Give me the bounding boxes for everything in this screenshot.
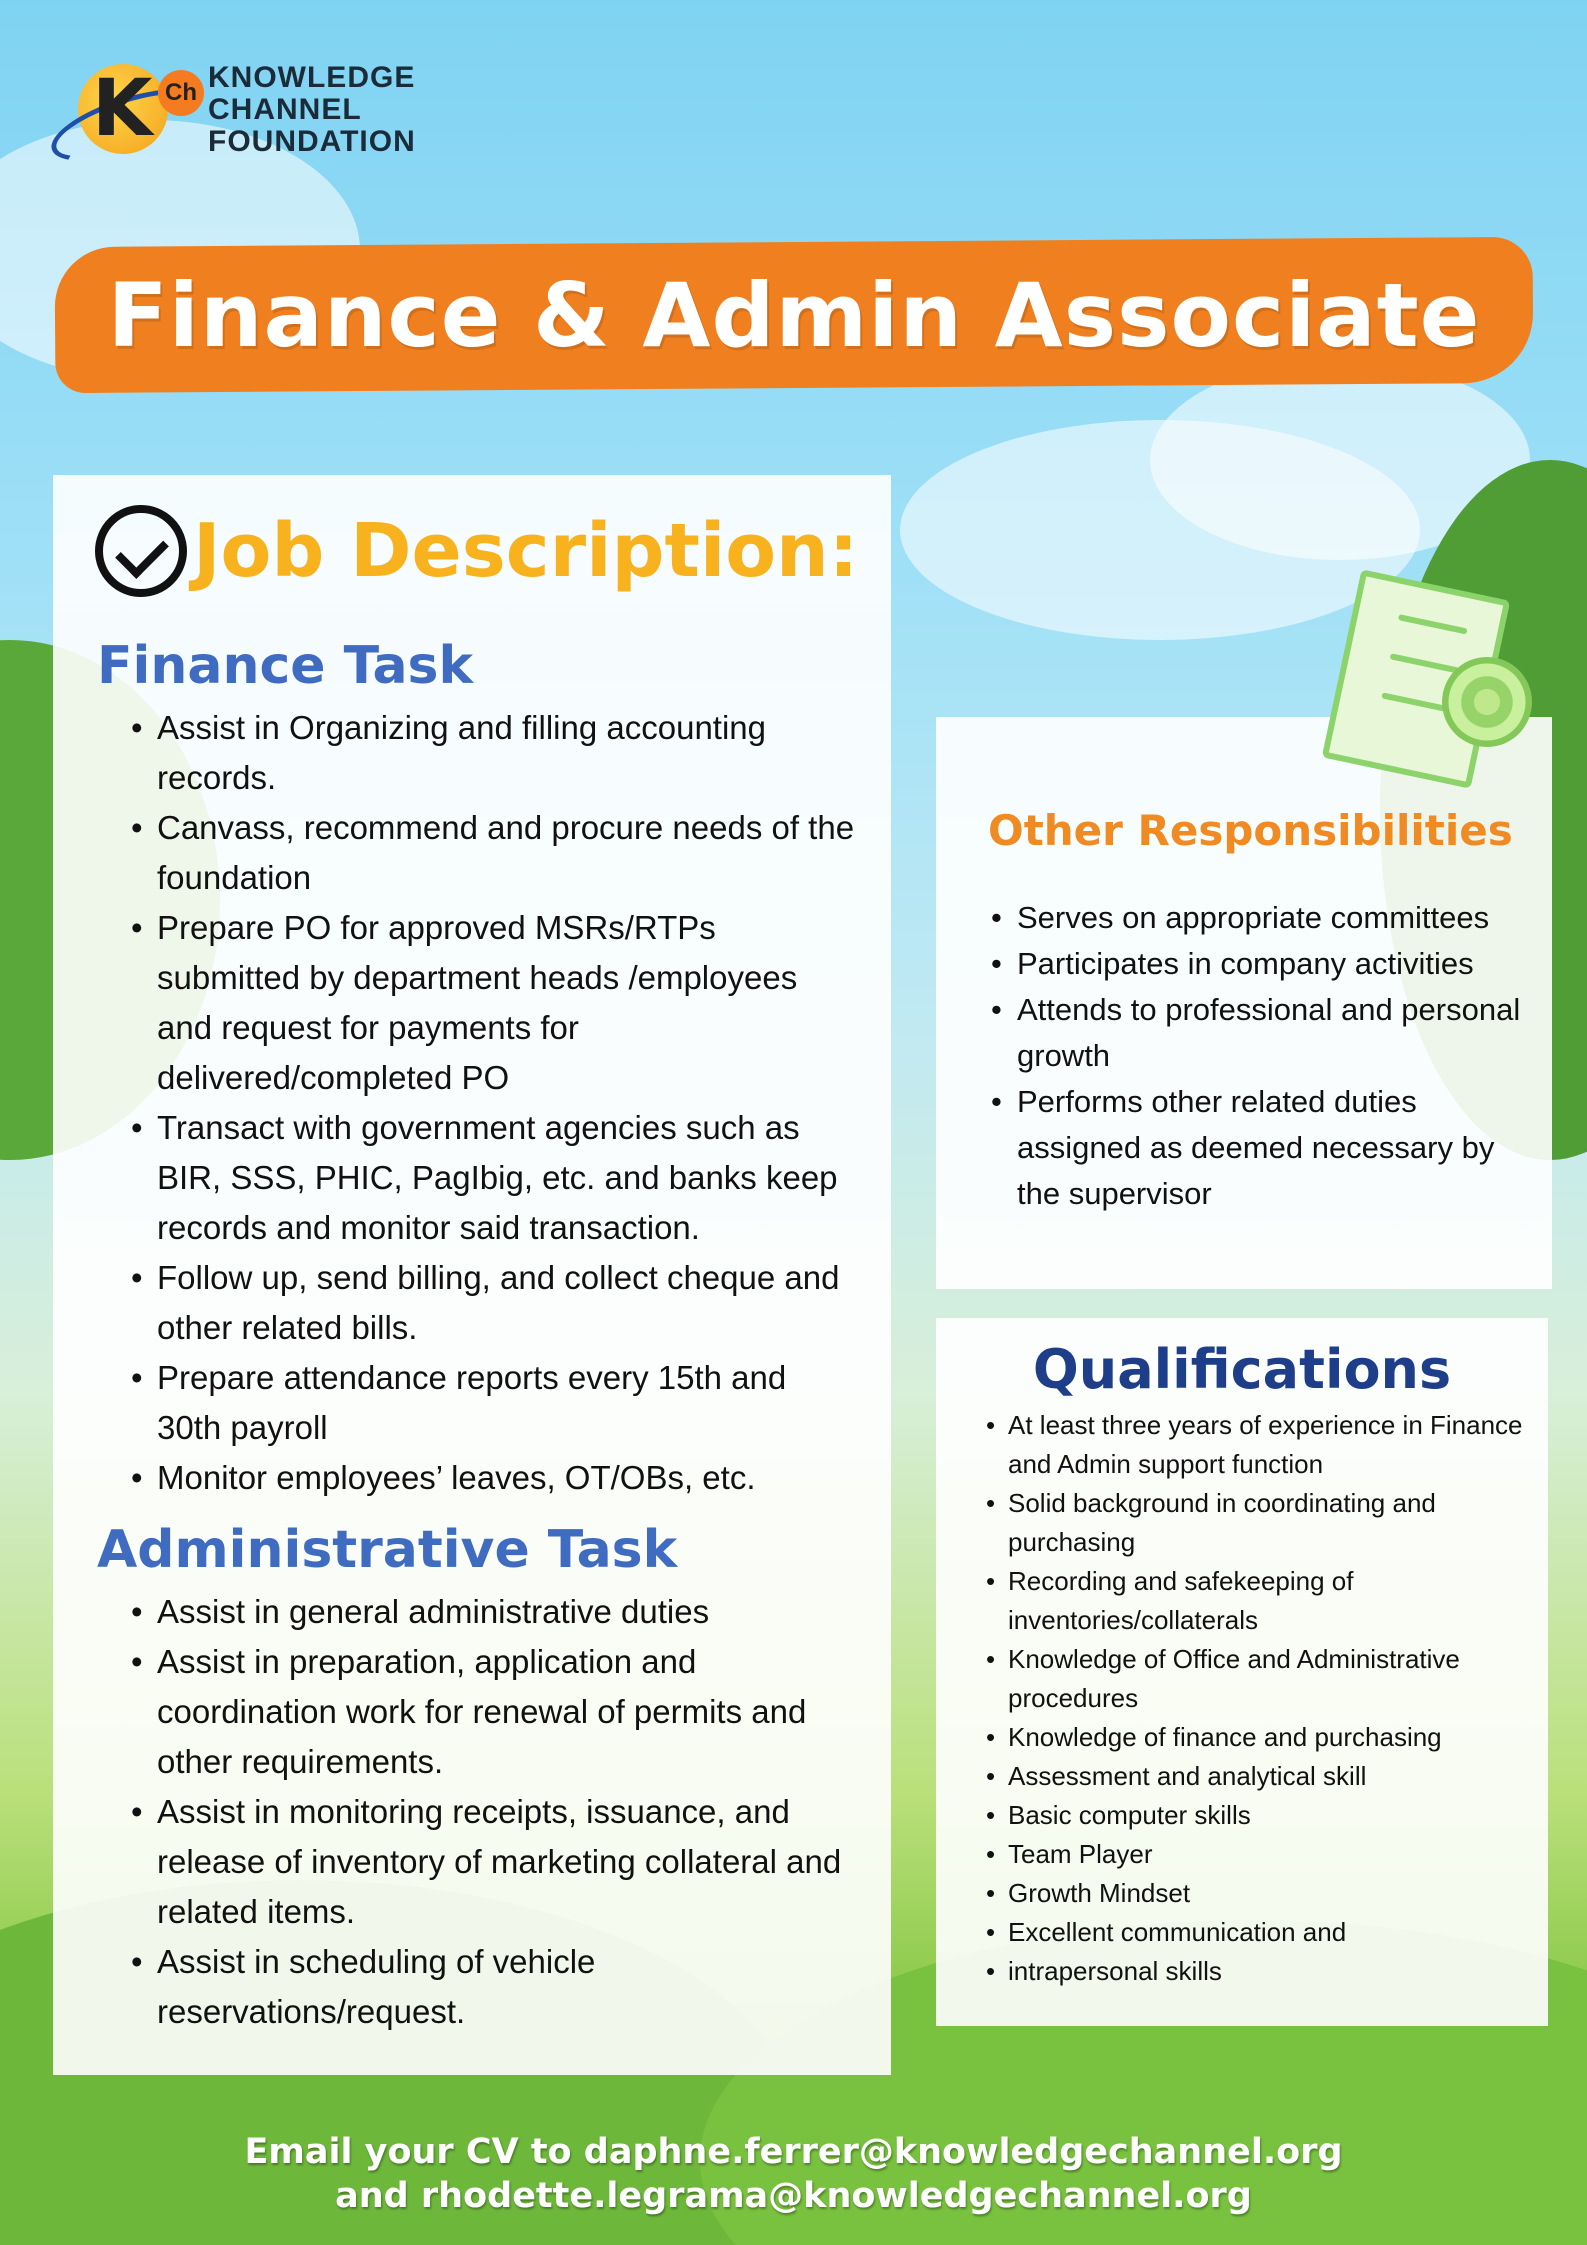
list-item: • Growth Mindset — [1008, 1874, 1538, 1913]
list-item: • Assist in general administrative duties — [157, 1587, 857, 1637]
list-item: • Team Player — [1008, 1835, 1538, 1874]
list-item: • Prepare attendance reports every 15th and 30th payroll — [157, 1353, 857, 1453]
list-item: • Prepare PO for approved MSRs/RTPs submitted by department heads /employees and request for payments for delivered/completed PO — [157, 903, 857, 1103]
finance-task-heading: Finance Task — [97, 636, 474, 696]
other-responsibilities-list — [1017, 895, 1537, 1217]
list-item: • Assist in scheduling of vehicle reservations/request. — [157, 1937, 857, 2037]
logo-line: CHANNEL — [208, 93, 362, 126]
list-item: • Follow up, send billing, and collect cheque and other related bills. — [157, 1253, 857, 1353]
list-item: • Monitor employees’ leaves, OT/OBs, etc. — [157, 1453, 857, 1503]
administrative-task-heading: Administrative Task — [97, 1520, 678, 1580]
list-item: • Excellent communication and — [1008, 1913, 1538, 1952]
list-item: • intrapersonal skills — [1008, 1952, 1538, 1991]
contact-footer — [0, 2130, 1587, 2218]
logo-line: FOUNDATION — [208, 125, 416, 158]
checklist-line — [1390, 653, 1460, 673]
list-item: • Assist in preparation, application and coordination work for renewal of permits and other requirements. — [157, 1637, 857, 1787]
finance-task-list — [157, 703, 857, 1503]
list-item: • At least three years of experience in Finance and Admin support function — [1008, 1406, 1538, 1484]
list-item: • Serves on appropriate committees — [1017, 895, 1537, 941]
qualifications-list — [1008, 1406, 1538, 1991]
list-item: • Knowledge of finance and purchasing — [1008, 1718, 1538, 1757]
list-item: • Canvass, recommend and procure needs of the foundation — [157, 803, 857, 903]
job-description-heading — [95, 505, 858, 597]
administrative-task-list — [157, 1587, 857, 2037]
list-item: • Attends to professional and personal growth — [1017, 987, 1537, 1079]
page-title: Finance & Admin Associate — [107, 263, 1481, 367]
logo-text — [208, 62, 416, 158]
list-item: • Performs other related duties assigned as deemed necessary by the supervisor — [1017, 1079, 1537, 1217]
checklist-line — [1398, 614, 1468, 634]
list-item: • Solid background in coordinating and purchasing — [1008, 1484, 1538, 1562]
job-description-title: Job Description: — [193, 508, 859, 594]
foundation-logo — [48, 58, 468, 168]
checklist-target-illustration — [1322, 565, 1532, 785]
footer-email-line[interactable]: Email your CV to daphne.ferrer@knowledgechannel.org — [244, 2132, 1343, 2172]
list-item: • Participates in company activities — [1017, 941, 1537, 987]
logo-line: KNOWLEDGE — [208, 61, 416, 94]
list-item: • Assist in monitoring receipts, issuance, and release of inventory of marketing collateral and related items. — [157, 1787, 857, 1937]
qualifications-heading: Qualifications — [1032, 1338, 1452, 1401]
footer-email-line[interactable]: and rhodette.legrama@knowledgechannel.org — [335, 2176, 1252, 2216]
list-item: • Basic computer skills — [1008, 1796, 1538, 1835]
list-item: • Knowledge of Office and Administrative procedures — [1008, 1640, 1538, 1718]
logo-letter: K — [92, 64, 153, 154]
list-item: • Assist in Organizing and filling accounting records. — [157, 703, 857, 803]
list-item: • Recording and safekeeping of inventories/collaterals — [1008, 1562, 1538, 1640]
checklist-line — [1381, 692, 1451, 712]
logo-badge: Ch — [158, 70, 204, 116]
list-item: • Transact with government agencies such as BIR, SSS, PHIC, PagIbig, etc. and banks keep records and monitor said transaction. — [157, 1103, 857, 1253]
list-item: • Assessment and analytical skill — [1008, 1757, 1538, 1796]
checkmark-circle-icon — [95, 505, 187, 597]
other-responsibilities-heading: Other Responsibilities — [988, 806, 1513, 855]
target-icon — [1442, 657, 1532, 747]
